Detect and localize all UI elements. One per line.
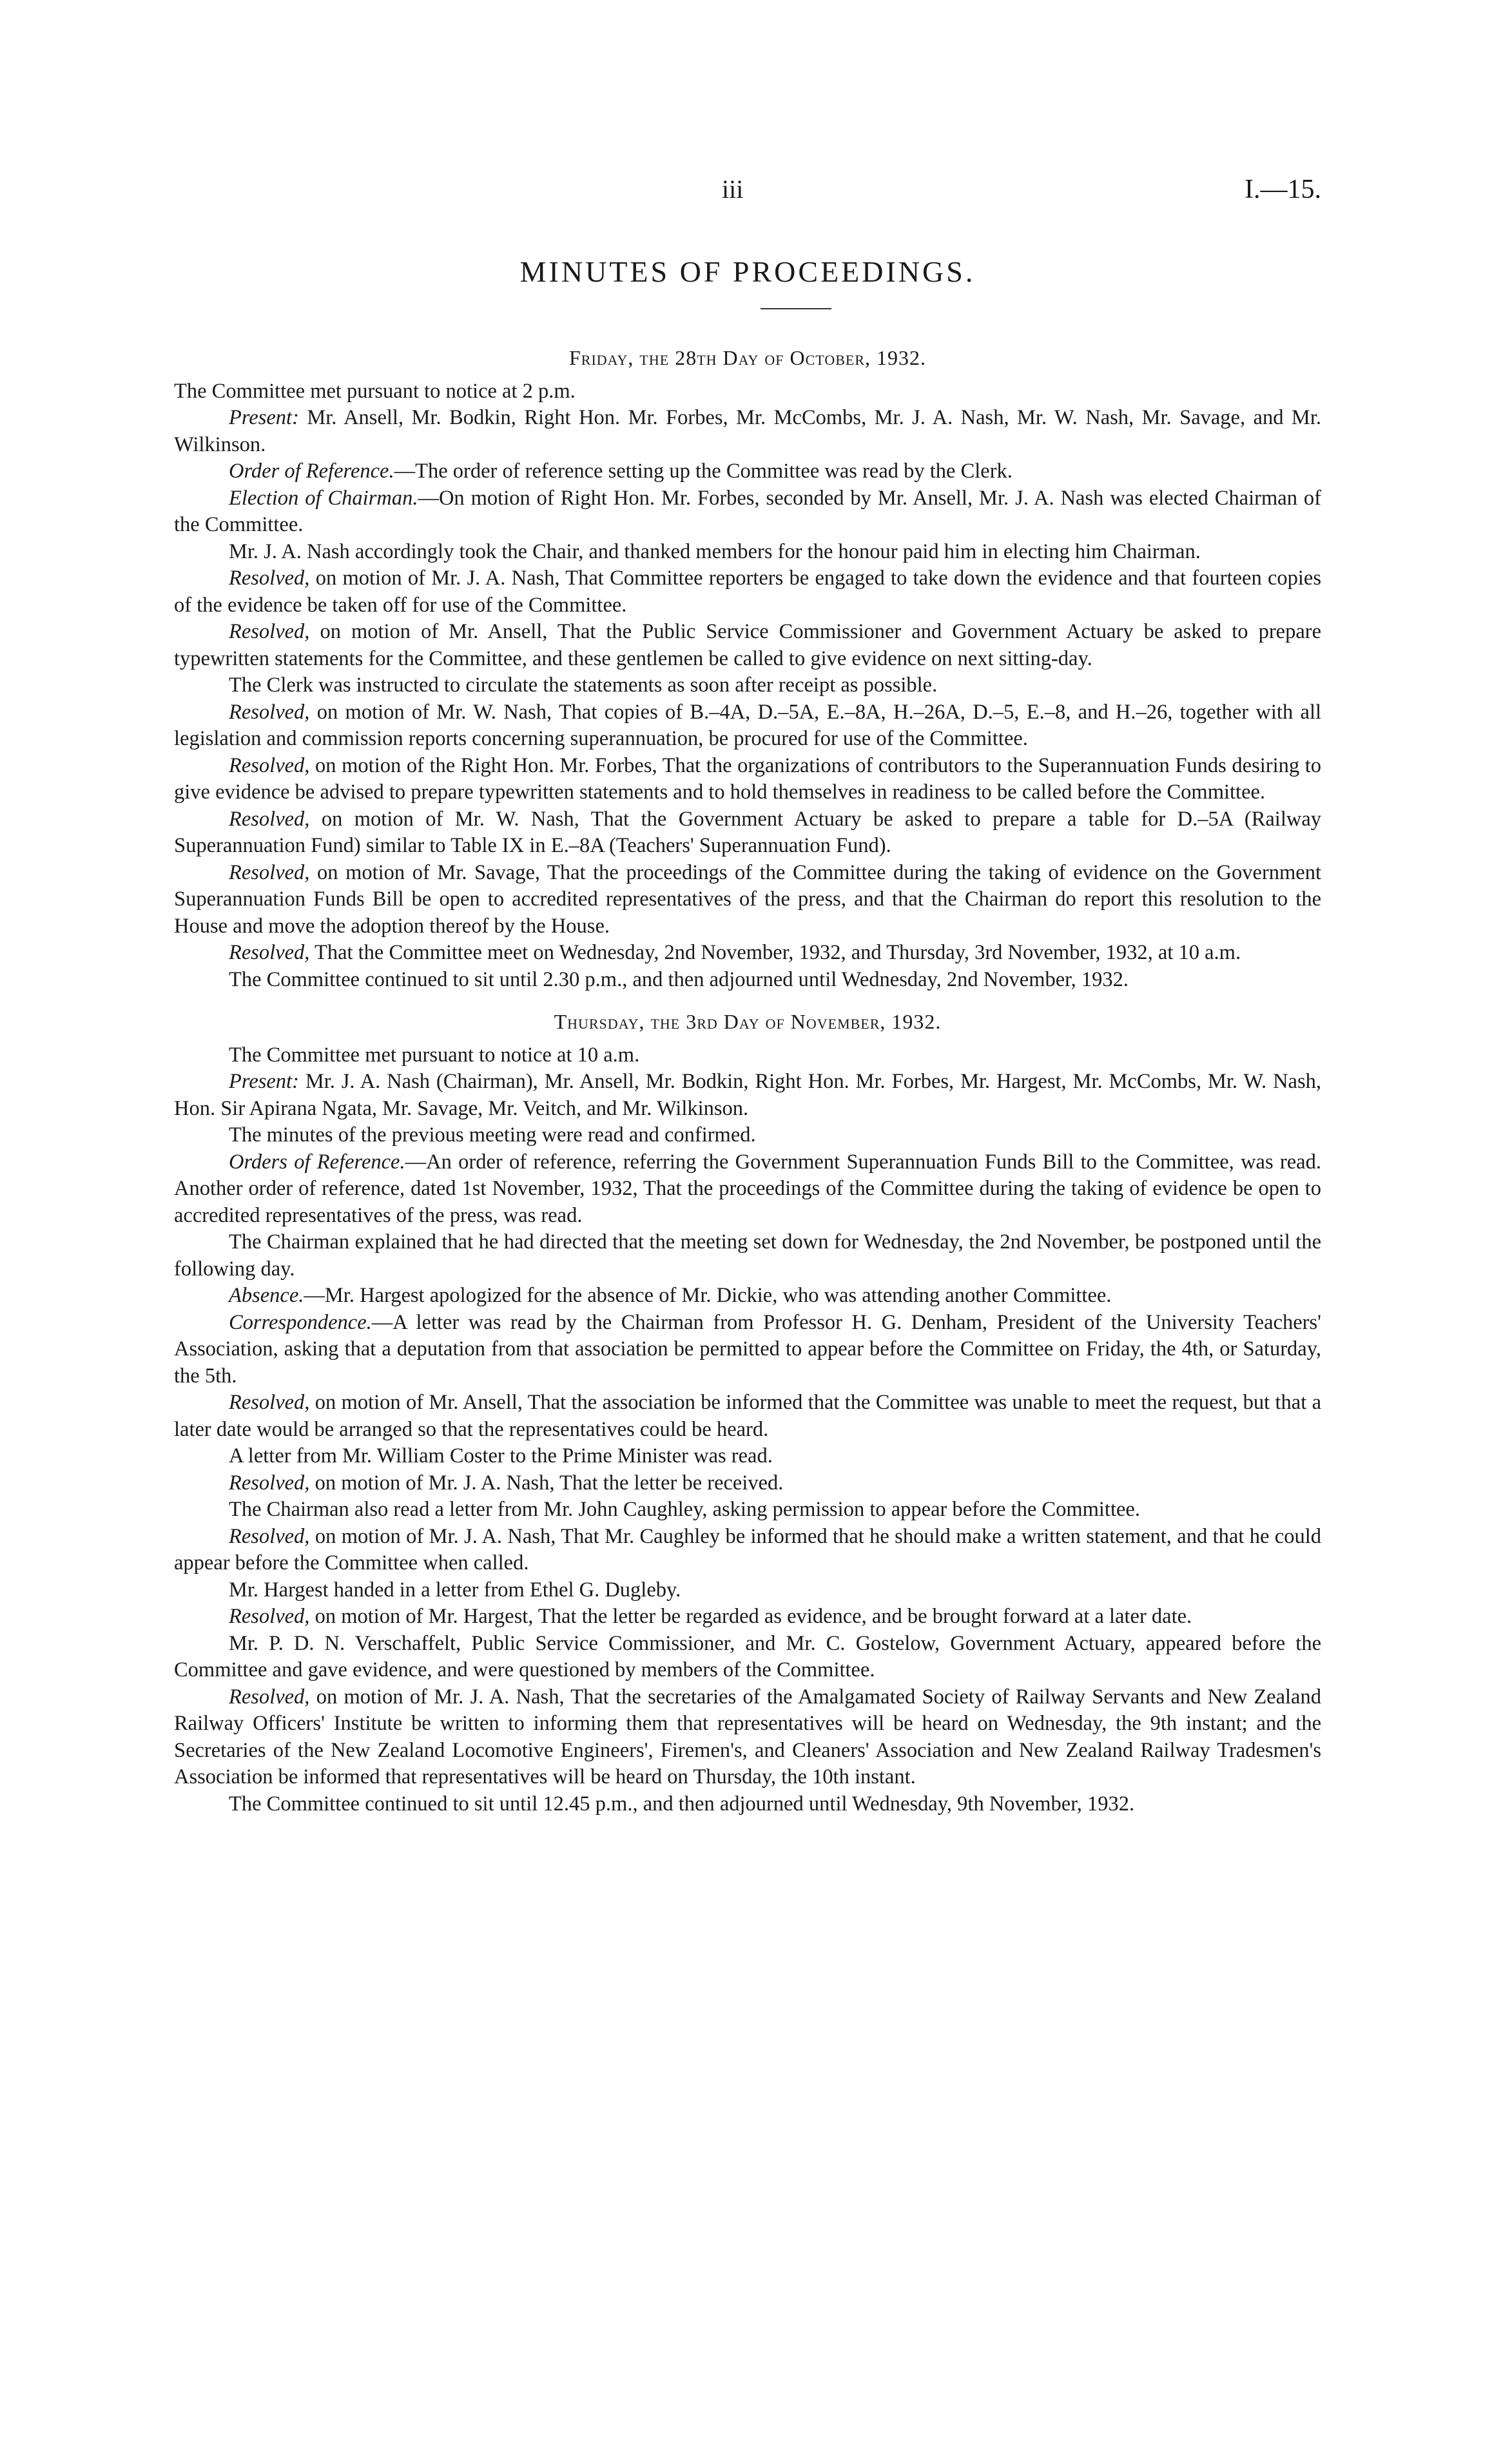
paragraph-text: That the Committee meet on Wednesday, 2nd November, 1932, and Thursday, 3rd November, 1932, at 10 a.m. — [309, 941, 1241, 964]
minutes-paragraph — [174, 806, 1321, 860]
minutes-paragraph — [174, 405, 1321, 458]
document-reference: I.—15. — [1245, 175, 1321, 204]
paragraph-lead: Resolved, — [229, 807, 310, 831]
paragraph-lead: Resolved, — [229, 567, 310, 590]
minutes-body — [174, 345, 1321, 1817]
paragraph-lead: Resolved, — [229, 753, 310, 777]
minutes-paragraph — [174, 1122, 1321, 1149]
page-title: MINUTES OF PROCEEDINGS. — [519, 255, 976, 288]
paragraph-text: The minutes of the previous meeting were read and confirmed. — [229, 1123, 756, 1147]
paragraph-text: on motion of Mr. Ansell, That the association be informed that the Committee was unable to meet the request, but that a later date would be arranged so that the representatives could be heard. — [174, 1391, 1321, 1441]
minutes-paragraph — [174, 1283, 1321, 1310]
paragraph-text: Mr. J. A. Nash accordingly took the Chair, and thanked members for the honour paid him in electing him Chairman. — [229, 539, 1201, 563]
paragraph-lead: Resolved, — [229, 1524, 310, 1548]
minutes-paragraph — [174, 1310, 1321, 1390]
paragraph-text: Mr. Ansell, Mr. Bodkin, Right Hon. Mr. Forbes, Mr. McCombs, Mr. J. A. Nash, Mr. W. Nash, Mr. Savage, and Mr. Wilkinson. — [174, 406, 1321, 456]
paragraph-text: —On motion of Right Hon. Mr. Forbes, seconded by Mr. Ansell, Mr. J. A. Nash was elected Chairman of the Committee. — [174, 486, 1321, 536]
minutes-paragraph — [174, 967, 1321, 994]
paragraph-text: on motion of the Right Hon. Mr. Forbes, That the organizations of contributors to the Superannuation Funds desiring to give evidence be advised to prepare typewritten statements and to hold themselves in readiness to be called before the Committee. — [174, 753, 1321, 804]
paragraph-lead: Orders of Reference. — [229, 1150, 405, 1174]
paragraph-lead: Resolved, — [229, 620, 310, 643]
paragraph-text: on motion of Mr. W. Nash, That copies of B.–4A, D.–5A, E.–8A, H.–26A, D.–5, E.–8, and H.–26, together with all legislation and commission reports concerning superannuation, be procured for use of the Committee. — [174, 700, 1321, 750]
section-gap — [174, 993, 1321, 1009]
paragraph-text: Mr. P. D. N. Verschaffelt, Public Service Commissioner, and Mr. C. Gostelow, Government Actuary, appeared before the Committee and gave evidence, and were questioned by members of the Committee. — [174, 1631, 1321, 1681]
minutes-paragraph — [174, 699, 1321, 753]
paragraph-text: on motion of Mr. Ansell, That the Public Service Commissioner and Government Actuary be asked to prepare typewritten statements for the Committee, and these gentlemen be called to give evidence on next sitting-day. — [174, 620, 1321, 670]
paragraph-lead: Election of Chairman. — [229, 486, 418, 510]
paragraph-text: The Chairman explained that he had directed that the meeting set down for Wednesday, the 2nd November, be postponed until the following day. — [174, 1230, 1321, 1281]
minutes-paragraph — [174, 1229, 1321, 1283]
paragraph-text: on motion of Mr. Hargest, That the letter be regarded as evidence, and be brought forward at a later date. — [309, 1605, 1192, 1628]
minutes-paragraph — [174, 1470, 1321, 1497]
section-date: Friday, the 28th Day of October, 1932. — [568, 346, 927, 369]
paragraph-text: The Committee continued to sit until 12.45 p.m., and then adjourned until Wednesday, 9th November, 1932. — [229, 1792, 1135, 1816]
minutes-paragraph — [174, 1149, 1321, 1230]
paragraph-text: on motion of Mr. J. A. Nash, That the letter be received. — [309, 1471, 784, 1495]
paragraph-lead: Order of Reference. — [229, 460, 394, 483]
minutes-paragraph — [174, 1684, 1321, 1791]
paragraph-text: —A letter was read by the Chairman from Professor H. G. Denham, President of the University Teachers' Association, asking that a deputation from that association be permitted to appear before the Committee on Friday, the 4th, or Saturday, the 5th. — [174, 1310, 1321, 1388]
minutes-paragraph — [174, 485, 1321, 539]
paragraph-text: —The order of reference setting up the Committee was read by the Clerk. — [394, 460, 1013, 483]
minutes-paragraph — [174, 1791, 1321, 1818]
minutes-paragraph — [174, 860, 1321, 940]
minutes-paragraph — [174, 1443, 1321, 1470]
paragraph-text: The Committee continued to sit until 2.30 p.m., and then adjourned until Wednesday, 2nd November, 1932. — [229, 967, 1129, 991]
minutes-paragraph — [174, 1524, 1321, 1577]
minutes-paragraph — [174, 458, 1321, 485]
paragraph-text: on motion of Mr. W. Nash, That the Government Actuary be asked to prepare a table for D.–5A (Railway Superannuation Fund) similar to Table IX in E.–8A (Teachers' Superannuation Fund). — [174, 807, 1321, 857]
minutes-paragraph — [174, 1042, 1321, 1069]
paragraph-text: Mr. Hargest handed in a letter from Ethel G. Dugleby. — [229, 1578, 681, 1602]
paragraph-text: —An order of reference, referring the Government Superannuation Funds Bill to the Committee, was read. Another order of reference, dated 1st November, 1932, That the proceedings of the Committee during the taking of evidence be open to accredited representatives of the press, was read. — [174, 1150, 1321, 1227]
minutes-paragraph — [174, 1604, 1321, 1631]
section-date: Thursday, the 3rd Day of November, 1932. — [554, 1010, 942, 1033]
paragraph-lead: Absence. — [229, 1284, 304, 1307]
paragraph-lead: Present: — [229, 1070, 299, 1093]
page-header — [174, 174, 1321, 213]
minutes-paragraph — [174, 1497, 1321, 1524]
minutes-paragraph — [174, 672, 1321, 699]
paragraph-lead: Resolved, — [229, 860, 310, 884]
paragraph-text: Mr. J. A. Nash (Chairman), Mr. Ansell, Mr. Bodkin, Right Hon. Mr. Forbes, Mr. Hargest, Mr. McCombs, Mr. W. Nash, Hon. Sir Apirana Ngata, Mr. Savage, Mr. Veitch, and Mr. Wilkinson. — [174, 1070, 1321, 1120]
paragraph-text: on motion of Mr. J. A. Nash, That Committee reporters be engaged to take down the evidence and that fourteen copies of the evidence be taken off for use of the Committee. — [174, 567, 1321, 617]
paragraph-text: on motion of Mr. Savage, That the proceedings of the Committee during the taking of evidence on the Government Superannuation Funds Bill be open to accredited representatives of the press, and that the Chairman do report this resolution to the House and move the adoption thereof by the House. — [174, 860, 1321, 938]
paragraph-text: The Clerk was instructed to circulate the statements as soon after receipt as possible. — [229, 673, 938, 697]
paragraph-text: on motion of Mr. J. A. Nash, That the secretaries of the Amalgamated Society of Railway Servants and New Zealand Railway Officers' Institute be written to informing them that representatives will be heard on Wednesday, the 9th instant; and the Secretaries of the New Zealand Locomotive Engineers', Firemen's, and Cleaners' Association and New Zealand Railway Tradesmen's Association be informed that representatives will be heard on Thursday, the 10th instant. — [174, 1685, 1321, 1788]
paragraph-lead: Resolved, — [229, 941, 310, 964]
paragraph-lead: Resolved, — [229, 700, 310, 724]
paragraph-text: —Mr. Hargest apologized for the absence of Mr. Dickie, who was attending another Committee. — [304, 1284, 1112, 1307]
paragraph-lead: Present: — [229, 406, 299, 429]
title-rule — [761, 308, 831, 309]
paragraph-lead: Resolved, — [229, 1391, 310, 1414]
minutes-paragraph — [174, 619, 1321, 672]
minutes-paragraph — [174, 1390, 1321, 1443]
minutes-paragraph — [174, 753, 1321, 806]
paragraph-lead: Resolved, — [229, 1471, 310, 1495]
paragraph-text: The Committee met pursuant to notice at 10 a.m. — [229, 1043, 640, 1067]
paragraph-text: The Chairman also read a letter from Mr. John Caughley, asking permission to appear before the Committee. — [229, 1498, 1140, 1521]
paragraph-lead: Resolved, — [229, 1685, 310, 1709]
page-number: iii — [722, 175, 744, 204]
paragraph-lead: Resolved, — [229, 1605, 310, 1628]
minutes-paragraph — [174, 1577, 1321, 1604]
minutes-paragraph — [174, 539, 1321, 566]
paragraph-text: A letter from Mr. William Coster to the Prime Minister was read. — [229, 1444, 773, 1468]
paragraph-text: The Committee met pursuant to notice at 2 p.m. — [174, 379, 576, 403]
paragraph-lead: Correspondence. — [229, 1310, 372, 1334]
minutes-paragraph — [174, 378, 1321, 405]
minutes-paragraph — [174, 940, 1321, 967]
paragraph-text: on motion of Mr. J. A. Nash, That Mr. Caughley be informed that he should make a written statement, and that he could appear before the Committee when called. — [174, 1524, 1321, 1575]
minutes-paragraph — [174, 1631, 1321, 1684]
minutes-paragraph — [174, 565, 1321, 619]
minutes-paragraph — [174, 1069, 1321, 1122]
